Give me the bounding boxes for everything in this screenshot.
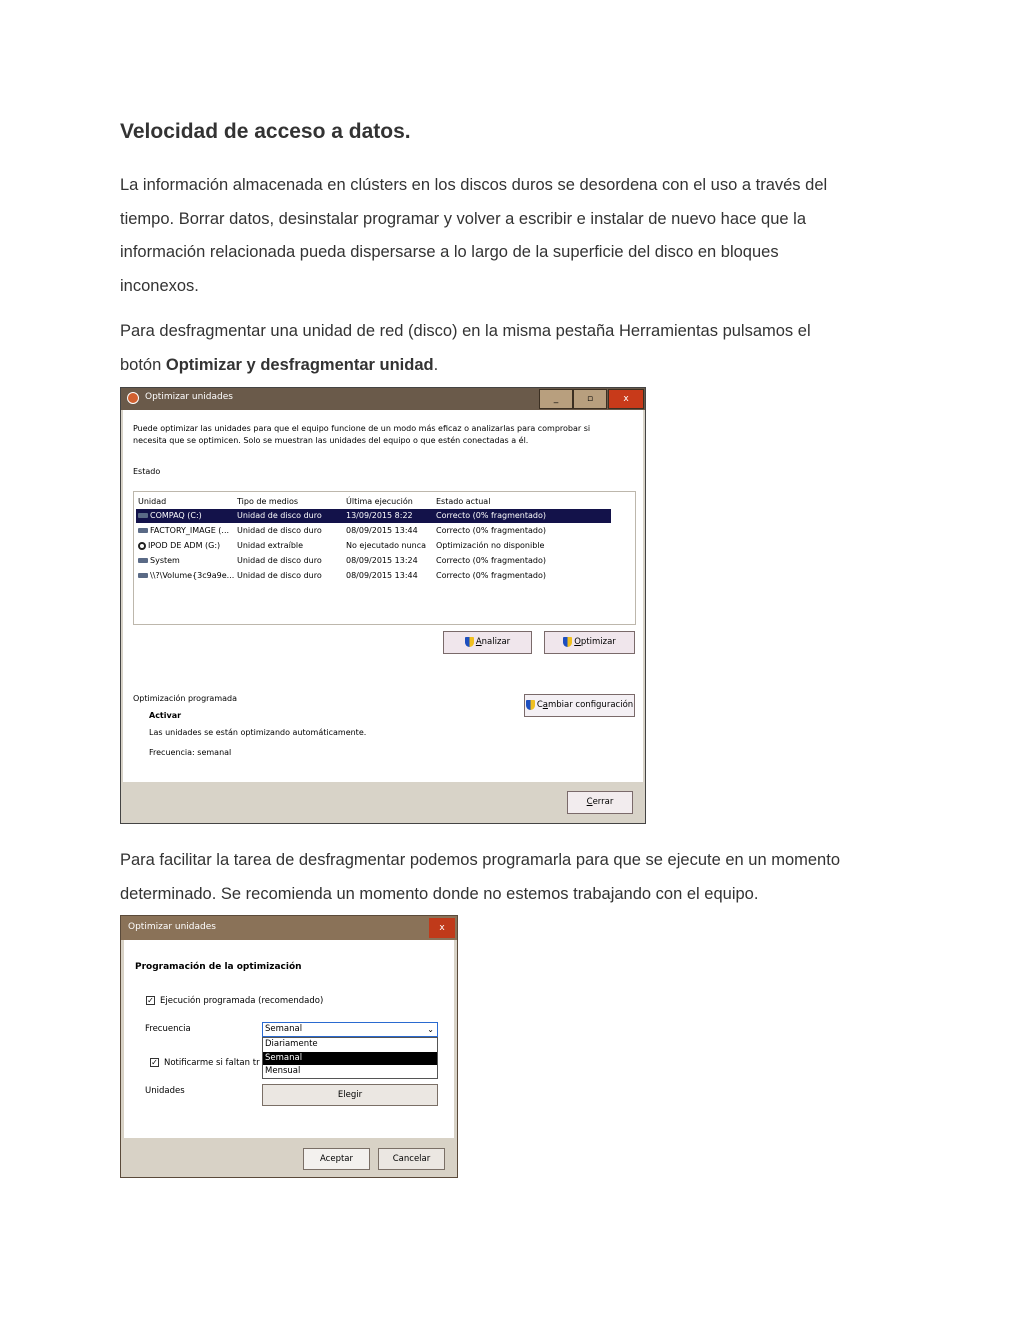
optimize-hotkey: O — [574, 637, 581, 647]
drive-last-run: 08/09/2015 13:24 — [346, 556, 418, 565]
change-settings-prefix: C — [536, 700, 543, 710]
drive-row[interactable] — [136, 569, 611, 583]
scheduled-run-label: Ejecución programada (recomendado) — [160, 996, 324, 1006]
column-media-type[interactable]: Tipo de medios — [237, 497, 298, 506]
drive-last-run: No ejecutado nunca — [346, 541, 427, 550]
change-settings-hotkey: a — [542, 700, 548, 710]
optimize-button[interactable] — [544, 631, 635, 654]
drive-type: Unidad de disco duro — [237, 526, 322, 535]
paragraph-2-line-1: Para desfragmentar una unidad de red (disco) en la misma pestaña Herramientas pulsamos el — [120, 322, 811, 340]
analyze-hotkey: A — [475, 637, 482, 647]
column-unit[interactable]: Unidad — [138, 497, 167, 506]
drive-type: Unidad de disco duro — [237, 511, 322, 520]
drive-type: Unidad extraíble — [237, 541, 304, 550]
paragraph-2-bold: Optimizar y desfragmentar unidad — [165, 355, 434, 374]
maximize-button[interactable]: ▫ — [573, 389, 607, 409]
paragraph-3-line-2: determinado. Se recomienda un momento donde no estemos trabajando con el equipo. — [120, 884, 759, 903]
scheduled-run-checkbox[interactable]: ✓ — [147, 996, 154, 1005]
column-current-status[interactable]: Estado actual — [436, 497, 491, 506]
drive-last-run: 08/09/2015 13:44 — [346, 526, 418, 535]
window-titlebar — [121, 388, 645, 410]
drive-unit: COMPAQ (C:) — [150, 511, 202, 520]
accept-button[interactable]: Aceptar — [303, 1148, 370, 1170]
frequency-dropdown — [262, 1037, 438, 1079]
paragraph-2 — [120, 315, 900, 382]
notify-option[interactable] — [150, 1058, 262, 1068]
drive-icon — [138, 528, 148, 533]
defrag-app-icon — [127, 392, 139, 404]
drive-status: Optimización no disponible — [436, 541, 545, 550]
drive-status: Correcto (0% fragmentado) — [436, 511, 546, 520]
uac-shield-icon — [563, 637, 572, 647]
ipod-icon — [138, 542, 146, 550]
paragraph-1 — [120, 169, 900, 303]
close-button[interactable] — [567, 791, 633, 814]
paragraph-2-suffix: . — [433, 355, 439, 374]
drive-icon — [138, 513, 148, 518]
optimize-label: ptimizar — [580, 637, 616, 647]
frequency-label: Frecuencia — [145, 1024, 191, 1034]
drive-unit: FACTORY_IMAGE (... — [150, 526, 230, 535]
window-client-area — [124, 940, 454, 1138]
intro-line-2: necesita que se optimicen. Solo se muestran las unidades del equipo o que estén conectadas a él. — [133, 436, 529, 445]
page-title: Velocidad de acceso a datos. — [120, 120, 411, 143]
column-last-run[interactable]: Última ejecución — [346, 497, 413, 506]
paragraph-1-line-2: tiempo. Borrar datos, desinstalar programar y volver a escribir e instalar de nuevo hace que la — [120, 209, 807, 228]
paragraph-2-prefix: botón — [120, 355, 166, 374]
drive-row[interactable] — [136, 509, 611, 523]
uac-shield-icon — [465, 637, 474, 647]
paragraph-1-line-1: La información almacenada en clústers en los discos duros se desordena con el uso a través del — [120, 176, 828, 194]
scheduled-run-option[interactable] — [146, 996, 323, 1006]
scheduled-optimization-label: Optimización programada — [133, 694, 238, 703]
choose-button[interactable]: Elegir — [262, 1084, 438, 1106]
frequency-select[interactable] — [262, 1022, 438, 1037]
optimize-drives-window — [120, 387, 646, 824]
frequency-option[interactable]: Mensual — [265, 1066, 301, 1076]
window-title: Optimizar unidades — [128, 922, 216, 932]
paragraph-3 — [120, 844, 900, 911]
drive-unit: \\?\Volume{3c9a9e... — [150, 571, 235, 580]
drive-last-run: 13/09/2015 8:22 — [346, 511, 413, 520]
drives-list[interactable] — [133, 491, 636, 625]
drive-status: Correcto (0% fragmentado) — [436, 556, 546, 565]
notify-checkbox[interactable]: ✓ — [151, 1058, 158, 1067]
activate-label: Activar — [149, 711, 182, 720]
drive-type: Unidad de disco duro — [237, 571, 322, 580]
frequency-option[interactable]: Semanal — [263, 1052, 437, 1066]
drive-type: Unidad de disco duro — [237, 556, 322, 565]
window-title: Optimizar unidades — [145, 392, 233, 402]
cancel-button[interactable]: Cancelar — [378, 1148, 445, 1170]
frequency-option[interactable]: Diariamente — [265, 1039, 318, 1049]
frequency-selected-value: Semanal — [265, 1024, 303, 1034]
close-label: errar — [592, 797, 614, 807]
paragraph-3-line-1: Para facilitar la tarea de desfragmentar podemos programarla para que se ejecute en un momento — [120, 851, 840, 869]
paragraph-1-line-4: inconexos. — [120, 276, 199, 295]
change-settings-label: mbiar configuración — [547, 700, 634, 710]
drive-unit: IPOD DE ADM (G:) — [148, 541, 221, 550]
window-titlebar — [121, 916, 457, 940]
drive-unit: System — [150, 556, 180, 565]
drive-status: Correcto (0% fragmentado) — [436, 526, 546, 535]
units-label: Unidades — [145, 1086, 185, 1096]
drive-icon — [138, 573, 148, 578]
drive-row[interactable] — [136, 539, 611, 553]
section-title: Programación de la optimización — [135, 962, 302, 972]
analyze-label: nalizar — [481, 637, 511, 647]
drive-status: Correcto (0% fragmentado) — [436, 571, 546, 580]
analyze-button[interactable] — [443, 631, 532, 654]
close-hotkey: C — [586, 797, 593, 807]
chevron-down-icon[interactable]: ⌄ — [427, 1025, 434, 1034]
window-footer — [123, 782, 643, 822]
change-settings-button[interactable] — [524, 694, 635, 717]
status-label: Estado — [133, 467, 161, 476]
drive-row[interactable] — [136, 524, 611, 538]
paragraph-1-line-3: información relacionada pueda dispersarse a lo largo de la superficie del disco en bloques — [120, 243, 779, 261]
close-window-button[interactable]: x — [429, 918, 455, 938]
drive-row[interactable] — [136, 554, 611, 568]
drive-icon — [138, 558, 148, 563]
frequency-text: Frecuencia: semanal — [149, 748, 232, 757]
schedule-optimization-window — [120, 915, 458, 1178]
window-client-area — [123, 410, 643, 782]
drive-last-run: 08/09/2015 13:44 — [346, 571, 418, 580]
intro-line-1: Puede optimizar las unidades para que el equipo funcione de un modo más eficaz o analizarlas para comprobar si — [133, 424, 591, 433]
intro-text — [133, 423, 590, 447]
minimize-button[interactable]: _ — [539, 389, 573, 409]
notify-label: Notificarme si faltan tr — [164, 1058, 260, 1068]
close-window-button[interactable]: x — [608, 389, 644, 409]
auto-optimization-text: Las unidades se están optimizando automáticamente. — [149, 728, 367, 737]
uac-shield-icon — [526, 700, 535, 710]
